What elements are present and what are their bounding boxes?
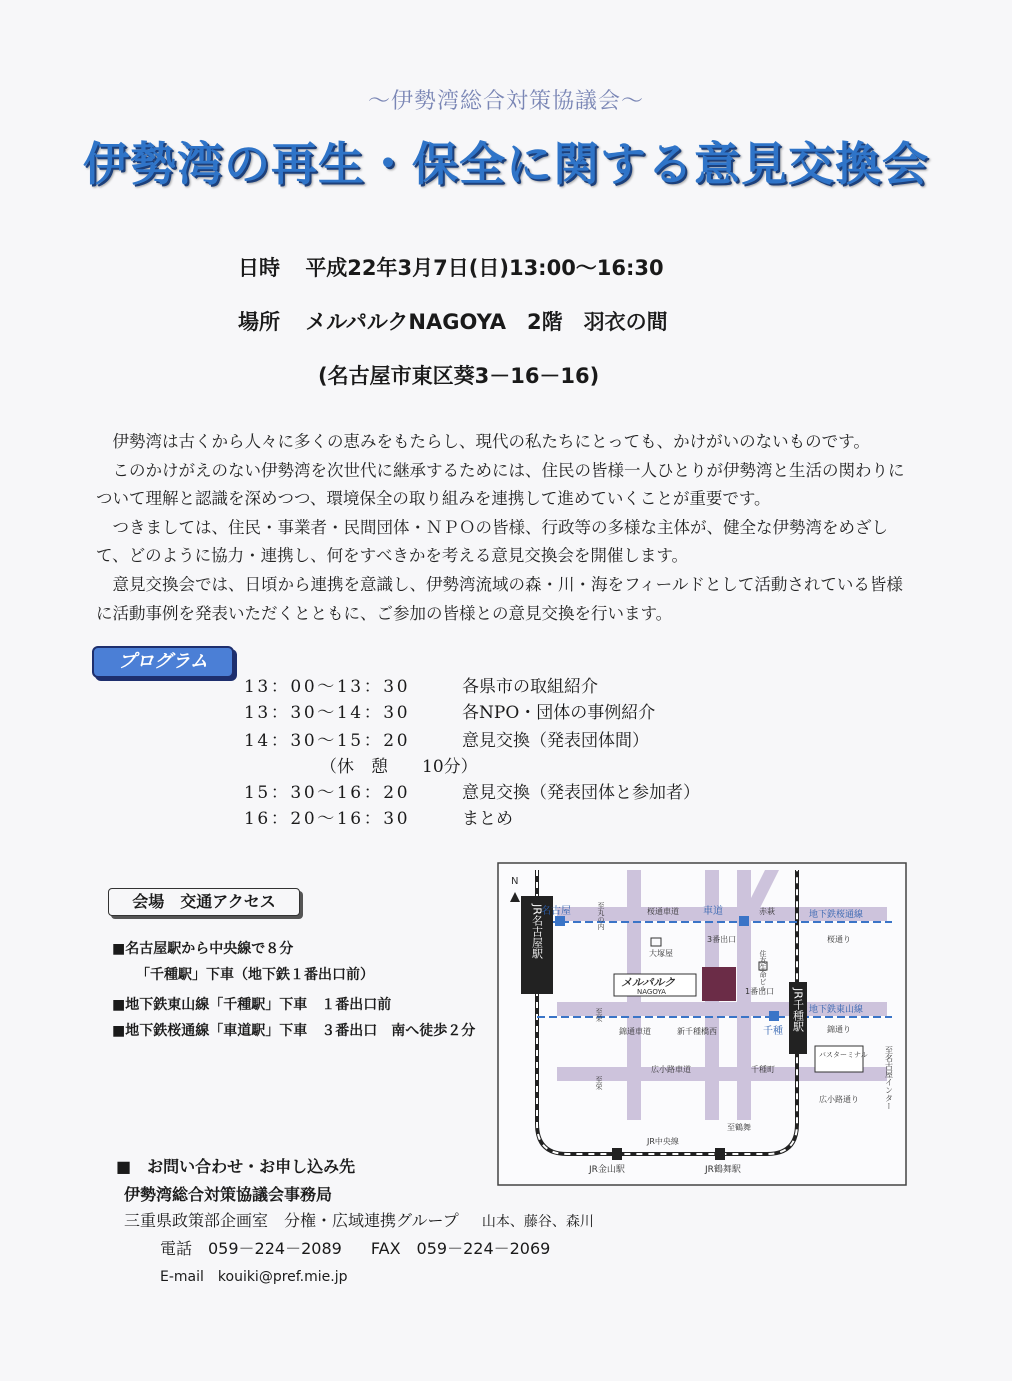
- hirokoji-road-label: 広小路通り: [819, 1095, 859, 1104]
- sumitomo-label: 住友生命ビル: [759, 950, 767, 992]
- to-interchange-label: 至名古屋インター: [884, 1046, 894, 1110]
- place-label: 場所: [238, 310, 280, 334]
- program-time: 13：30～14：30: [244, 703, 411, 723]
- program-desc: 意見交換（発表団体と参加者）: [462, 783, 700, 803]
- daitsuka-label: 大塚屋: [649, 949, 673, 958]
- contact-heading: ■ お問い合わせ・お申し込み先: [116, 1157, 356, 1176]
- sakura-crossing-label: 桜通車道: [647, 907, 679, 916]
- program-item: [244, 780, 700, 806]
- hirokoji-kurumamichi-label: 広小路車道: [651, 1065, 691, 1074]
- to-marunouchi-label: 至丸の内: [597, 902, 605, 930]
- nishiki-road-label: 錦通り: [827, 1025, 851, 1034]
- intro-paragraph: つきましては、住民・事業者・民間団体・ＮＰＯの皆様、行政等の多様な主体が、健全な伊勢湾をめざして、どのように協力・連携し、何をすべきかを考える意見交換会を開催します。: [96, 517, 888, 566]
- chikusa-subway-station-icon: [769, 1011, 779, 1021]
- program-time: 16：20～16：30: [244, 809, 411, 829]
- program-item: [244, 728, 649, 754]
- to-sakae-label: 至栄: [595, 1008, 603, 1022]
- event-place: [238, 306, 668, 336]
- intro-paragraph: 意見交換会では、日頃から連携を意識し、伊勢湾流域の森・川・海をフィールドとして活動されている皆様に活動事例を発表いただくとともに、ご参加の皆様との意見交換を行います。: [96, 574, 903, 623]
- nishiki-kurumamichi-label: 錦通車道: [619, 1027, 651, 1036]
- kanayama-station-icon: [612, 1148, 622, 1160]
- program-desc: 各県市の取組紹介: [462, 677, 598, 697]
- access-heading: 会場 交通アクセス: [108, 888, 300, 916]
- akahagi-label: 赤萩: [759, 907, 775, 916]
- contact-dept-row: [124, 1208, 594, 1231]
- program-desc: 各NPO・団体の事例紹介: [462, 703, 656, 723]
- kanayama-label: JR金山駅: [589, 1165, 625, 1175]
- access-line: ■名古屋駅から中央線で８分: [112, 941, 294, 957]
- to-sakae-label: 至栄: [595, 1076, 603, 1090]
- program-item: [244, 700, 655, 726]
- venue-label: メルパルク: [621, 976, 676, 989]
- intro-paragraph: 伊勢湾は古くから人々に多くの恵みをもたらし、現代の私たちにとっても、かけがいのないものです。: [112, 432, 870, 451]
- organizer-subtitle: ～伊勢湾総合対策協議会～: [367, 89, 644, 114]
- contact-fax: FAX 059－224－2069: [370, 1239, 551, 1258]
- kurumamichi-station-label: 車道: [703, 906, 723, 917]
- program-heading: プログラム: [92, 646, 234, 678]
- contact-phone: 電話 059－224－2089: [160, 1239, 342, 1258]
- tsurumai-label: JR鶴舞駅: [705, 1165, 741, 1175]
- contact-staff: 山本、藤谷、森川: [481, 1214, 594, 1230]
- event-title: 伊勢湾の再生・保全に関する意見交換会: [83, 137, 929, 191]
- exit3-label: 3番出口: [707, 935, 737, 944]
- contact-org: 伊勢湾総合対策協議会事務局: [124, 1185, 333, 1204]
- contact-dept: 三重県政策部企画室 分権・広域連携グループ: [124, 1211, 459, 1230]
- program-time: 15：30～16：20: [244, 783, 411, 803]
- contact-phone-row: [160, 1236, 550, 1259]
- intro-paragraph: このかけがえのない伊勢湾を次世代に継承するためには、住民の皆様一人ひとりが伊勢湾と生活の関わりについて理解と認識を深めつつ、環境保全の取り組みを連携して進めていくことが重要です。: [96, 460, 905, 509]
- kurumamichi-station-icon: [739, 916, 749, 926]
- sakura-road-label: 桜通り: [827, 935, 851, 944]
- tsurumai-station-icon: [715, 1148, 725, 1160]
- event-address: (名古屋市東区葵3－16－16): [318, 364, 600, 388]
- bus-terminal-box: [815, 1046, 863, 1072]
- event-date: [238, 252, 664, 282]
- chikusa-machi-label: 千種町: [751, 1065, 775, 1074]
- program-break: [320, 754, 478, 780]
- date-value: 平成22年3月7日(日)13:00～16:30: [305, 256, 664, 280]
- place-value: メルパルクNAGOYA 2階 羽衣の間: [305, 310, 668, 334]
- chikusa-station-label: 千種: [763, 1026, 783, 1037]
- exit1-label: 1番出口: [745, 987, 775, 996]
- program-item: [244, 806, 513, 832]
- north-label: N: [511, 876, 519, 887]
- venue-label-en: NAGOYA: [637, 988, 666, 996]
- program-time: （休 憩 10分）: [320, 757, 478, 777]
- program-time: 14：30～15：20: [244, 731, 411, 751]
- program-desc: 意見交換（発表団体間）: [462, 731, 649, 751]
- program-item: [244, 674, 598, 700]
- intro-text: [96, 428, 916, 628]
- jr-chuo-label: JR中央線: [647, 1137, 679, 1146]
- program-time: 13：00～13：30: [244, 677, 411, 697]
- nagoya-station-label: 名古屋: [541, 906, 571, 917]
- higashiyama-line-label: 地下鉄東山線: [809, 1005, 864, 1015]
- date-label: 日時: [238, 256, 280, 280]
- jr-chikusa-label: JR千種駅: [791, 988, 805, 1032]
- shin-chikusa-label: 新千種橋西: [677, 1027, 717, 1036]
- program-desc: まとめ: [462, 809, 513, 829]
- to-tsurumai-label: 至鶴舞: [727, 1123, 751, 1132]
- contact-email: E-mail kouiki@pref.mie.jp: [160, 1269, 348, 1285]
- sakuradori-line-label: 地下鉄桜通線: [809, 910, 864, 920]
- nagoya-subway-station-icon: [555, 916, 565, 926]
- access-map: [497, 862, 907, 1186]
- venue-marker: [702, 967, 736, 1001]
- jr-nagoya-label: JR名古屋駅: [530, 904, 544, 959]
- access-line: ■地下鉄東山線「千種駅」下車 １番出口前: [112, 997, 392, 1013]
- access-line: ■地下鉄桜通線「車道駅」下車 ３番出口 南へ徒歩２分: [112, 1023, 476, 1039]
- access-line: 「千種駅」下車（地下鉄１番出口前）: [136, 967, 374, 983]
- bus-terminal-label: バスターミナル: [819, 1051, 868, 1059]
